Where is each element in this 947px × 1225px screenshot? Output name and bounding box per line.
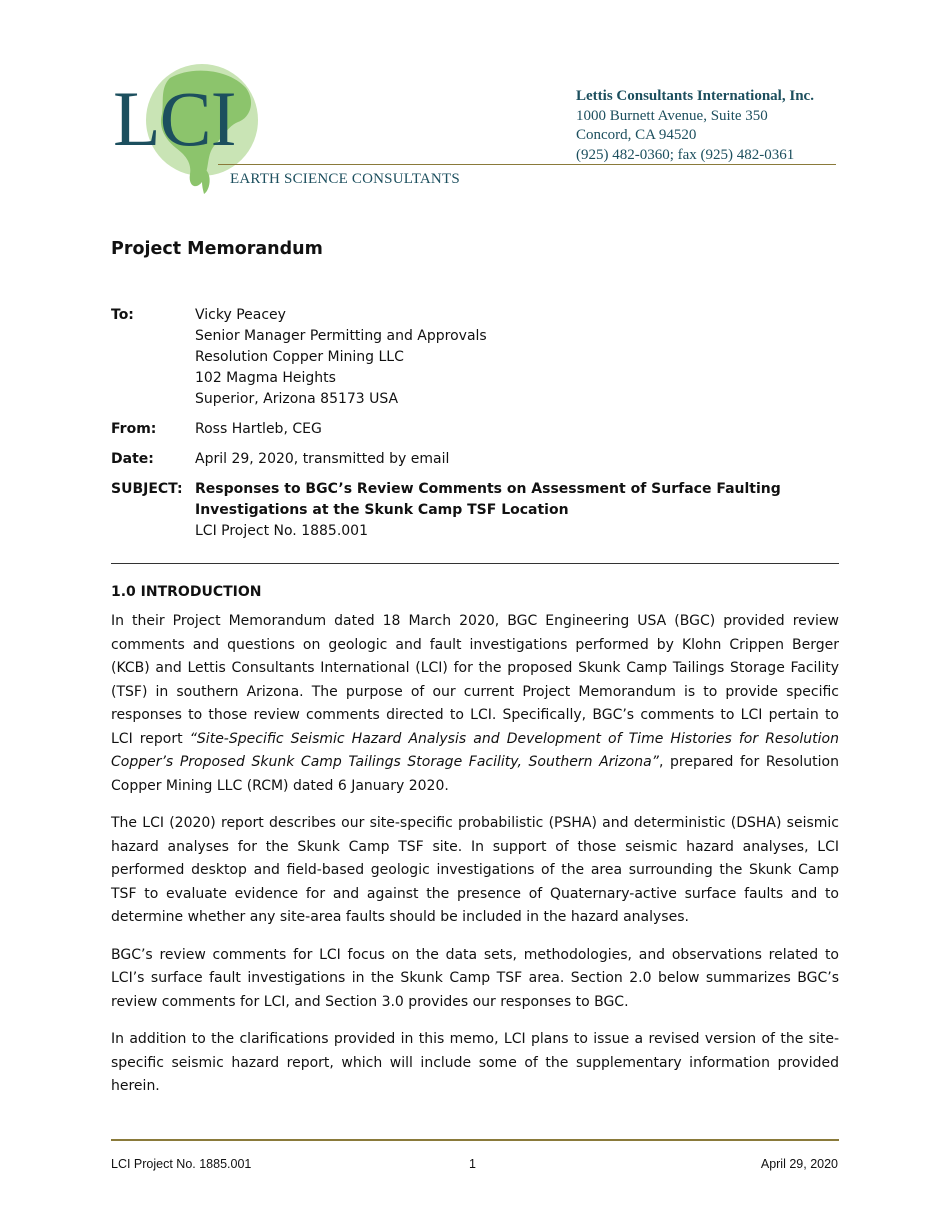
paragraph-1-text: In their Project Memorandum dated 18 March 2020, BGC Engineering USA (BGC) provided review comments and questions on geologic and fault investigations performed by Klohn Crippen Berger (KCB) and Lettis Consultants International (LCI) for the proposed Skunk Camp Tailings Storage Facility (TSF) in southern Arizona. The purpose of our current Project Memorandum is to provide specific responses to those review comments directed to LCI. Specifically, BGC’s comments to LCI pertain to LCI report xyxy=(111,613,839,747)
from-row xyxy=(111,419,839,440)
paragraph-2: The LCI (2020) report describes our site-specific probabilistic (PSHA) and deterministic (DSHA) seismic hazard analyses for the Skunk Camp TSF site. In support of those seismic hazard analyses, LCI performed desktop and field-based geologic investigations of the area surrounding the Skunk Camp TSF to evaluate evidence for and against the presence of Quaternary-active surface faults and to determine whether any site-area faults should be included in the hazard analyses. xyxy=(111,815,839,925)
company-address-line2: Concord, CA 94520 xyxy=(576,127,697,143)
logo-wordmark: LCI xyxy=(113,75,236,162)
to-value xyxy=(195,305,839,410)
to-row xyxy=(111,305,839,410)
date-row xyxy=(111,449,839,470)
to-line: Superior, Arizona 85173 USA xyxy=(195,391,399,407)
subject-title: Responses to BGC’s Review Comments on Assessment of Surface Faulting Investigations at the Skunk Camp TSF Location xyxy=(195,481,781,518)
to-line: Resolution Copper Mining LLC xyxy=(195,349,404,365)
from-value: Ross Hartleb, CEG xyxy=(195,421,322,437)
to-label: To: xyxy=(111,307,134,323)
report-title: “Site-Specific Seismic Hazard Analysis and Development of Time Histories for Resolution Copper’s Proposed Skunk Camp Tailings Storage Facility, Southern Arizona” xyxy=(111,730,839,770)
company-address-line1: 1000 Burnett Avenue, Suite 350 xyxy=(576,107,768,124)
section-heading: 1.0 INTRODUCTION xyxy=(111,584,262,600)
memo-body xyxy=(111,610,839,1113)
paragraph-1 xyxy=(111,610,839,798)
subject-label: SUBJECT: xyxy=(111,481,183,497)
paragraph-1-tail: , prepared for Resolution Copper Mining LLC (RCM) dated 6 January 2020. xyxy=(111,754,839,794)
footer-rule xyxy=(111,1139,839,1141)
to-line: Vicky Peacey xyxy=(195,307,286,323)
company-name: Lettis Consultants International, Inc. xyxy=(576,88,814,104)
footer-page-number: 1 xyxy=(469,1157,476,1171)
footer-project-number: LCI Project No. 1885.001 xyxy=(111,1157,252,1171)
company-block xyxy=(576,87,814,165)
subject-project-number: LCI Project No. 1885.001 xyxy=(195,523,368,539)
date-label: Date: xyxy=(111,451,154,467)
from-label: From: xyxy=(111,421,157,437)
company-phone-fax: (925) 482-0360; fax (925) 482-0361 xyxy=(576,146,795,163)
subject-row xyxy=(111,479,839,542)
paragraph-4: In addition to the clarifications provided in this memo, LCI plans to issue a revised version of the site-specific seismic hazard report, which will include some of the supplementary information provided herein. xyxy=(111,1031,839,1094)
header-divider xyxy=(111,563,839,564)
logo-tagline: EARTH SCIENCE CONSULTANTS xyxy=(230,171,460,187)
subject-value xyxy=(195,479,839,542)
to-line: 102 Magma Heights xyxy=(195,370,336,386)
paragraph-3: BGC’s review comments for LCI focus on the data sets, methodologies, and observations related to LCI’s surface fault investigations in the Skunk Camp TSF area. Section 2.0 below summarizes BGC’s review comments for LCI, and Section 3.0 provides our responses to BGC. xyxy=(111,946,839,1010)
memo-title: Project Memorandum xyxy=(111,239,323,259)
date-value: April 29, 2020, transmitted by email xyxy=(195,451,450,467)
memo-header-fields xyxy=(111,305,839,551)
to-line: Senior Manager Permitting and Approvals xyxy=(195,328,487,344)
footer-date: April 29, 2020 xyxy=(760,1157,838,1171)
